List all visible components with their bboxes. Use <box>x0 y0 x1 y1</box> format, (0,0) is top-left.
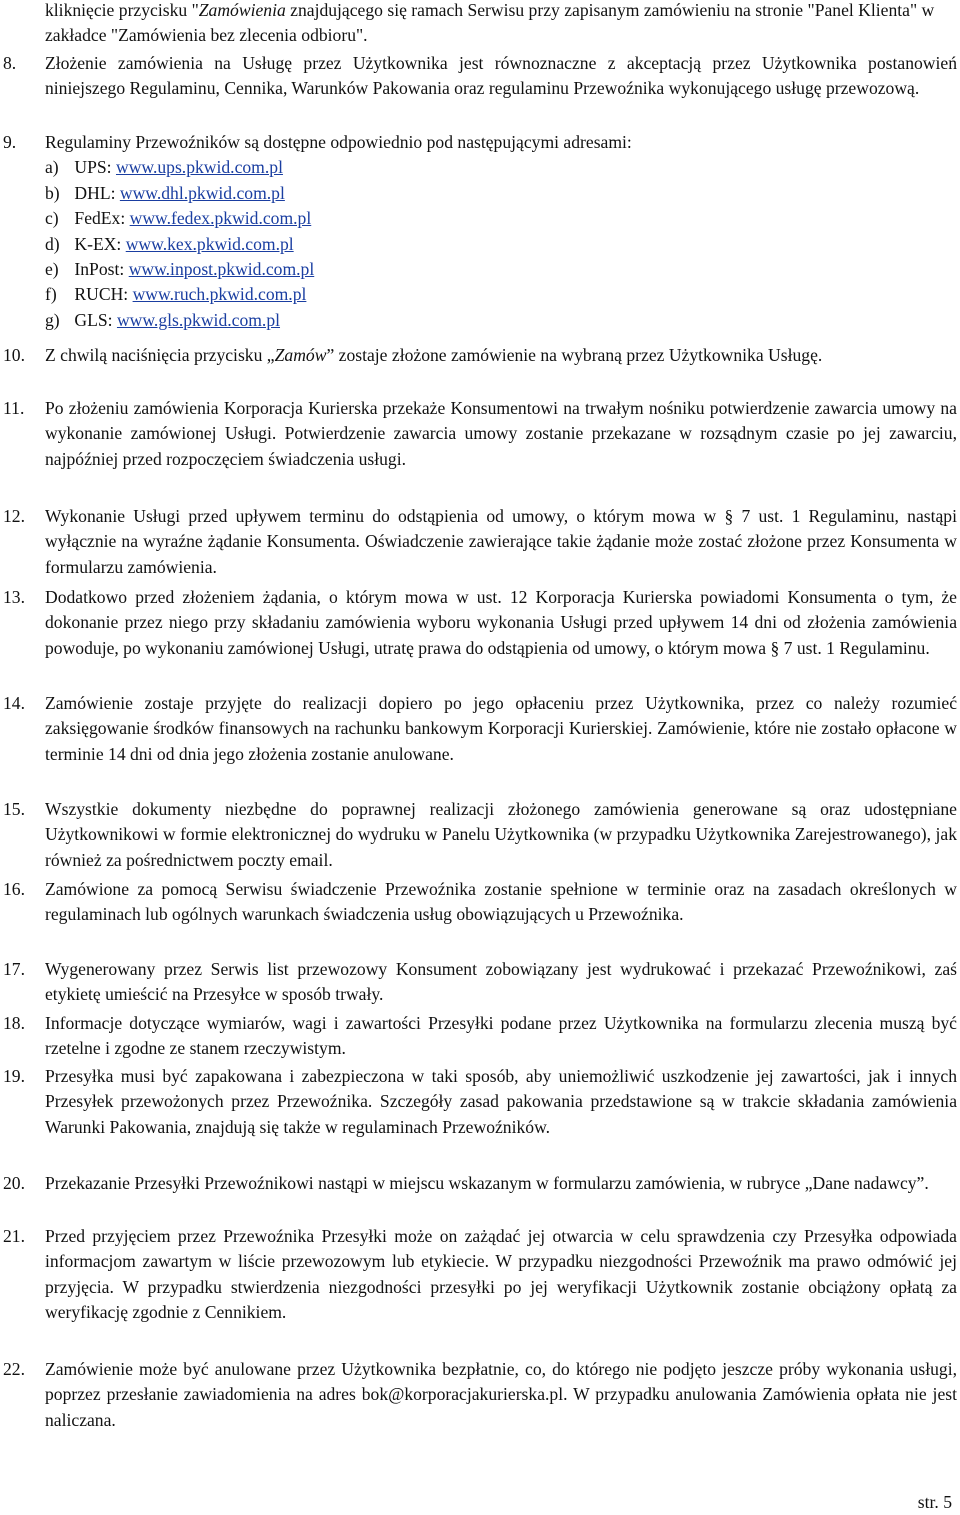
list-item-11 <box>0 396 957 472</box>
continuation-italic: Zamówienia <box>198 0 286 20</box>
button-name-italic: Zamów <box>274 345 327 365</box>
list-item-15 <box>0 797 957 873</box>
carrier-link-dhl[interactable]: www.dhl.pkwid.com.pl <box>119 182 285 203</box>
item-text: Zamówienie zostaje przyjęte do realizacji dopiero po jego opłaceniu przez Użytkownika, przez co należy rozumieć zaksięgowanie środków finansowych na rachunku bankowym Korporacji Kurierskiej. Zamówienie, które nie zostało opłacone w terminie 14 dni od dnia jego złożenia zostanie anulowane. <box>45 693 957 764</box>
item-number: 10. <box>3 345 25 365</box>
carrier-link-kex[interactable]: www.kex.pkwid.com.pl <box>125 233 294 254</box>
item-number: 9. <box>3 132 17 152</box>
list-item-8 <box>0 51 957 102</box>
carrier-entry-dhl <box>45 181 957 206</box>
carrier-name: FedEx: <box>74 208 126 229</box>
list-item-18 <box>0 1011 957 1062</box>
list-item-22 <box>0 1357 957 1433</box>
carrier-entry-fedex <box>45 206 957 231</box>
item-number: 11. <box>3 398 25 418</box>
item-text: Wygenerowany przez Serwis list przewozowy Konsument zobowiązany jest wydrukować i przekazać Przewoźnikowi, zaś etykietę umieścić na Przesyłce w sposób trwały. <box>45 959 957 1005</box>
sub-letter: g) <box>45 309 60 330</box>
sub-letter: d) <box>45 233 60 254</box>
item-text: Informacje dotyczące wymiarów, wagi i zawartości Przesyłki podane przez Użytkownika na formularzu zlecenia muszą być rzetelne i zgodne ze stanem rzeczywistym. <box>45 1013 957 1059</box>
sub-letter: b) <box>45 182 60 203</box>
carrier-link-ups[interactable]: www.ups.pkwid.com.pl <box>115 157 283 178</box>
page-number: str. 5 <box>917 1492 952 1512</box>
item-number: 16. <box>3 879 25 899</box>
item-text <box>45 343 957 368</box>
item-text: Wykonanie Usługi przed upływem terminu do odstąpienia od umowy, o którym mowa w § 7 ust. 1 Regulaminu, nastąpi wyłącznie na wyraźne żądanie Konsumenta. Oświadczenie zawierające takie żądanie może zostać złożone przez Konsumenta w formularzu zamówienia. <box>45 506 957 577</box>
item-text: Zamówione za pomocą Serwisu świadczenie Przewoźnika zostanie spełnione w terminie oraz na zasadach określonych w regulaminach lub ogólnych warunkach świadczenia usług obowiązujących u Przewoźnika. <box>45 879 957 925</box>
list-item-10 <box>0 343 957 368</box>
sub-letter: c) <box>45 208 59 229</box>
item-number: 17. <box>3 959 25 979</box>
item-number: 15. <box>3 799 25 819</box>
sub-letter: e) <box>45 259 59 280</box>
list-item-21 <box>0 1224 957 1326</box>
list-item-12 <box>0 504 957 580</box>
carrier-link-inpost[interactable]: www.inpost.pkwid.com.pl <box>128 259 315 280</box>
carrier-name: DHL: <box>74 182 116 203</box>
text-before: Z chwilą naciśnięcia przycisku „ <box>45 345 275 365</box>
list-item-9 <box>0 130 957 333</box>
sub-letter: f) <box>45 284 57 305</box>
item-text: Przed przyjęciem przez Przewoźnika Przesyłki może on zażądać jej otwarcia w celu sprawdzenia czy Przesyłka odpowiada informacjom zawartym w liście przewozowym lub etykiecie. W przypadku niezgodności Przewoźnik ma prawo odmówić jej przyjęcia. W przypadku stwierdzenia niezgodności przesyłki po jej weryfikacji Użytkownik zostanie obciążony opłatą za weryfikację zgodnie z Cennikiem. <box>45 1226 957 1323</box>
carrier-entry-ruch <box>45 282 957 307</box>
item-number: 20. <box>3 1173 25 1193</box>
item-text: Dodatkowo przed złożeniem żądania, o którym mowa w ust. 12 Korporacja Kurierska powiadomi Konsumenta o tym, że dokonanie przez niego przy składaniu zamówienia wyboru wykonania Usługi przed upływem 14 dni od złożenia zamówienia powoduje, po wykonaniu zamówionej Usługi, utratę prawa do odstąpienia od umowy, o którym mowa § 7 ust. 1 Regulaminu. <box>45 587 957 658</box>
item-text: Przekazanie Przesyłki Przewoźnikowi nastąpi w miejscu wskazanym w formularzu zamówienia, w rubryce „Dane nadawcy”. <box>45 1173 929 1193</box>
carrier-name: UPS: <box>74 157 112 178</box>
carrier-entry-gls <box>45 308 957 333</box>
item-text: Po złożeniu zamówienia Korporacja Kurierska przekaże Konsumentowi na trwałym nośniku potwierdzenie zawarcia umowy na wykonanie zamówionej Usługi. Potwierdzenie zawarcia umowy zostanie przekazane w rozsądnym czasie po jej zawarciu, najpóźniej przed rozpoczęciem świadczenia usługi. <box>45 398 957 469</box>
carrier-link-ruch[interactable]: www.ruch.pkwid.com.pl <box>132 284 307 305</box>
carrier-entry-ups <box>45 155 957 180</box>
item-number: 18. <box>3 1013 25 1033</box>
item-text: Wszystkie dokumenty niezbędne do poprawnej realizacji złożonego zamówienia generowane są oraz udostępniane Użytkownikowi w formie elektronicznej do wydruku w Panelu Użytkownika (w przypadku Użytkownika Zarejestrowanego), jak również za pośrednictwem poczty email. <box>45 799 957 870</box>
list-item-19 <box>0 1064 957 1140</box>
item-text: Zamówienie może być anulowane przez Użytkownika bezpłatnie, co, do którego nie podjęto jeszcze próby wykonania usługi, poprzez przesłanie zawiadomienia na adres bok@korporacjakurierska.pl. W przypadku anulowania Zamówienia opłata nie jest naliczana. <box>45 1359 957 1430</box>
continuation-text-1: kliknięcie przycisku " <box>45 0 199 20</box>
carrier-entry-kex <box>45 232 957 257</box>
list-item-16 <box>0 877 957 928</box>
item-text: Przesyłka musi być zapakowana i zabezpieczona w taki sposób, aby uniemożliwić uszkodzenie jej zawartości, jak i innych Przesyłek przewożonych przez Przewoźnika. Szczegóły zasad pakowania przedstawione są w trakcie składania zamówienia Warunki Pakowania, znajdują się także w regulaminach Przewoźników. <box>45 1066 957 1137</box>
item-number: 13. <box>3 587 25 607</box>
carrier-entry-inpost <box>45 257 957 282</box>
item-number: 8. <box>3 53 17 73</box>
carrier-link-fedex[interactable]: www.fedex.pkwid.com.pl <box>129 208 312 229</box>
item-text: Złożenie zamówienia na Usługę przez Użytkownika jest równoznaczne z akceptacją przez Użytkownika postanowień niniejszego Regulaminu, Cennika, Warunków Pakowania oraz regulaminu Przewoźnika wykonującego usługę przewozową. <box>45 53 957 99</box>
continuation-paragraph <box>45 0 957 49</box>
list-item-20 <box>0 1171 957 1196</box>
item-number: 22. <box>3 1359 25 1379</box>
list-item-14 <box>0 691 957 767</box>
item-number: 14. <box>3 693 25 713</box>
list-item-13 <box>0 585 957 661</box>
item-number: 12. <box>3 506 25 526</box>
list-item-17 <box>0 957 957 1008</box>
text-after: ” zostaje złożone zamówienie na wybraną przez Użytkownika Usługę. <box>326 345 823 365</box>
item-intro: Regulaminy Przewoźników są dostępne odpowiednio pod następującymi adresami: <box>45 132 632 152</box>
item-number: 21. <box>3 1226 25 1246</box>
item-text <box>45 130 957 333</box>
carrier-name: K-EX: <box>74 233 122 254</box>
sub-letter: a) <box>45 157 59 178</box>
continuation-text-2: znajdującego się ramach Serwisu przy zapisanym zamówieniu na stronie "Panel Klienta" w zakładce "Zamówienia bez zlecenia odbioru". <box>45 0 935 46</box>
carrier-name: RUCH: <box>74 284 129 305</box>
item-number: 19. <box>3 1066 25 1086</box>
carrier-name: GLS: <box>74 309 113 330</box>
carrier-link-gls[interactable]: www.gls.pkwid.com.pl <box>116 309 281 330</box>
carrier-name: InPost: <box>74 259 125 280</box>
